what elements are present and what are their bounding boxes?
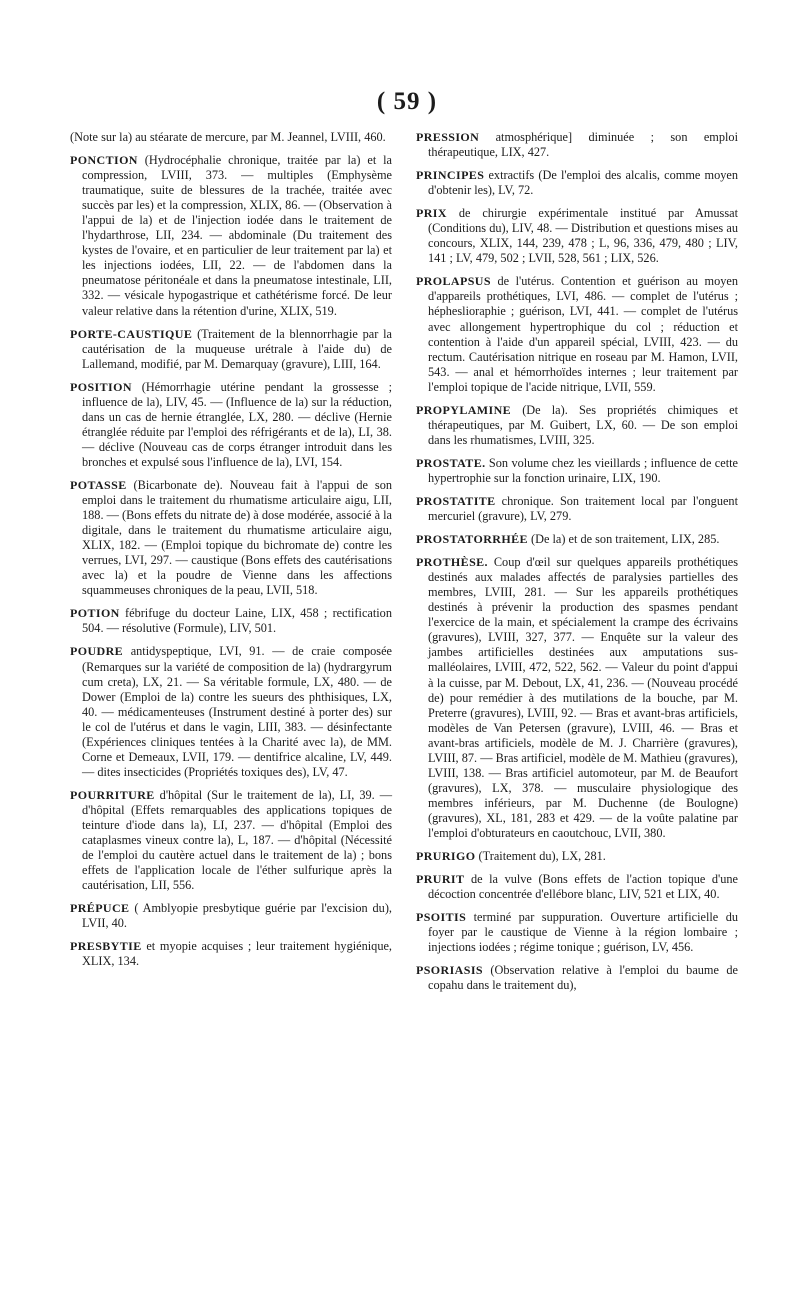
entry-text: de la vulve (Bons effets de l'action topique d'une décoction concentrée d'ellébore blanc, LIV, 521 et LIX, 40.: [428, 872, 738, 902]
entry-text: extractifs (De l'emploi des alcalis, comme moyen d'obtenir les), LV, 72.: [428, 168, 739, 198]
index-entry: [70, 644, 392, 779]
index-entry: [70, 380, 392, 470]
entry-headword: PONCTION: [70, 153, 138, 168]
entry-headword: PROSTATITE: [416, 493, 496, 508]
index-columns: [70, 130, 738, 1001]
entry-headword: PORTE-CAUSTIQUE: [70, 326, 193, 341]
entry-text: (Traitement du), LX, 281.: [478, 849, 606, 864]
entry-text: (De la). Ses propriétés chimiques et thérapeutiques, par M. Guibert, LX, 60. — De son emploi dans les rhumatismes, LVIII, 325.: [428, 402, 738, 447]
entry-headword: PRURIGO: [416, 849, 476, 864]
entry-headword: PRINCIPES: [416, 168, 485, 183]
entry-headword: PRÉPUCE: [70, 901, 130, 916]
entry-text: ( Amblyopie presbytique guérie par l'excision du), LVII, 40.: [82, 901, 392, 931]
entry-text: (De la) et de son traitement, LIX, 285.: [530, 532, 720, 547]
index-entry: [70, 327, 392, 372]
entry-headword: PRURIT: [416, 872, 465, 887]
index-entry: [70, 478, 392, 598]
index-entry: [416, 130, 738, 160]
entry-headword: PROTHÈSE.: [416, 555, 488, 570]
index-entry: [416, 456, 738, 486]
entry-text: de chirurgie expérimentale institué par Amussat (Conditions du), LIV, 48. — Distribution et questions mises au concours, XLIX, 144, 239, 478 ; L, 96, 336, 479, 480 ; LIV, 141 ; LV, 479, 502 ; LVII, 528, 561 ; LIX, 526.: [428, 206, 738, 266]
entry-text: de l'utérus. Contention et guérison au moyen d'appareils prothétiques, LVI, 486. — complet de l'utérus ; hépheslioraphie ; guérison, LVI, 441. — complet de l'utérus avec allongement hypertrophique du col ; réduction et contention à l'aide d'un appareil spécial, LVIII, 423. — du rectum. Cautérisation nitrique en roseau par M. Hamon, LVII, 543. — anal et hémorrhoïdes internes ; leur traitement par l'emploi topique de l'acide nitrique, LVII, 559.: [428, 274, 739, 394]
entry-text: Coup d'œil sur quelques appareils prothétiques destinés aux malades affectés de paralysies partielles des membres, LVIII, 281. — Sur les appareils prothétiques destinés à prévenir la production des spasmes pendant l'exercice de la main, et spécialement la crampe des écrivains (gravures), LVIII, 327, 377. — Enquête sur la valeur des jambes artificielles destinées aux amputations sus-malléolaires, LVIII, 472, 522, 562. — Valeur du point d'appui à la cuisse, par M. Debout, LX, 41, 236. — (Nouveau procédé de) pour remédier à des mutilations de la bouche, par M. Preterre (gravures), LVIII, 92. — Bras et avant-bras artificiels, modèles de Van Petersen (gravure), LVIII, 46. — Bras et avant-bras artificiels, modèle de M. J. Charrière (gravures), LVIII, 87. — Bras artificiel, modèle de M. Mathieu (gravures), LVIII, 138. — Bras artificiel automoteur, par M. de Beaufort (gravures), LX, 378. — musculaire physiologique des membres inférieurs, par M. Duchenne (de Boulogne) (gravures), XL, 181, 283 et 429. — de la voûte palatine par l'emploi d'obturateurs en caoutchouc, LVII, 380.: [428, 555, 738, 840]
entry-text: Son volume chez les vieillards ; influence de cette hypertrophie sur la fonction urinaire, LIX, 190.: [428, 455, 738, 485]
entry-headword: PROSTATE.: [416, 455, 486, 470]
entry-headword: POUDRE: [70, 644, 124, 659]
index-entry: [70, 153, 392, 319]
index-entry: [416, 910, 738, 955]
index-entry: [416, 532, 738, 547]
entry-headword: PSORIASIS: [416, 963, 483, 978]
entry-text: fébrifuge du docteur Laine, LIX, 458 ; rectification 504. — résolutive (Formule), LIV, 501.: [82, 606, 392, 636]
index-entry: [416, 206, 738, 266]
entry-headword: POTION: [70, 606, 120, 621]
index-entry: [416, 555, 738, 841]
entry-text: et myopie acquises ; leur traitement hygiénique, XLIX, 134.: [82, 939, 392, 969]
index-entry: [70, 788, 392, 893]
entry-headword: POTASSE: [70, 477, 127, 492]
index-entry: [416, 849, 738, 864]
entry-text: antidyspeptique, LVI, 91. — de craie composée (Remarques sur la variété de composition de la) (hydrargyrum cum creta), LX, 21. — Sa véritable formule, LX, 480. — de Dower (Emploi de la) contre les sueurs des phthisiques, LX, 40. — médicamenteuses (Instrument destiné à porter des) sur le col de l'utérus et dans le vagin, LIII, 383. — désinfectante (Expériences cliniques tentées à la Charité avec la), de MM. Corne et Demeaux, LVII, 179. — dentifrice alcaline, LV, 449. — dites insecticides (Propriétés toxiques des), LV, 47.: [82, 644, 392, 779]
entry-text: d'hôpital (Sur le traitement de la), LI, 39. — d'hôpital (Effets remarquables des applications topiques de teinture d'iode dans la), LI, 237. — d'hôpital (Emploi des cataplasmes vineux contre la), L, 187. — d'hôpital (Nécessité de l'emploi du cautère actuel dans le traitement de la) ; bons effets de l'application locale de l'éther sulfurique après la cautérisation, LII, 556.: [82, 787, 393, 893]
entry-headword: PROSTATORRHÉE: [416, 532, 528, 547]
entry-text: (Traitement de la blennorrhagie par la cautérisation de la muqueuse urétrale à l'aide du) de Lallemand, modifié, par M. Demarquay (gravure), LIII, 164.: [82, 326, 392, 371]
entry-headword: PRIX: [416, 206, 447, 221]
entry-text: (Hydrocéphalie chronique, traitée par la) et la compression, LVIII, 373. — multiples (Emphysème traumatique, suite de blessures de la trachée, traitée avec succès par les) et la compression, XLIX, 86. — (Observation à l'appui de la) et de l'injection iodée dans le traitement de l'hydarthrose, LII, 234. — abdominale (Du traitement des kystes de l'ovaire, et en particulier de leur traitement par la) et les injections iodées, LII, 22. — de l'abdomen dans la pneumatose péritonéale et dans la pneumatose intestinale, LII, 332. — vésicale hypogastrique et cathétérisme forcé. De leur valeur relative dans la rétention d'urine, XLIX, 519.: [82, 153, 393, 318]
index-entry: [70, 939, 392, 969]
entry-headword: POSITION: [70, 379, 132, 394]
entry-text: (Bicarbonate de). Nouveau fait à l'appui de son emploi dans le traitement du rhumatisme articulaire aigu, LII, 188. — (Bons effets du nitrate de) à dose modérée, associé à la digitale, dans le traitement du rhumatisme articulaire aigu, XLIX, 182. — (Emploi topique du bichromate de) contre les verrues, LVI, 297. — caustique (Bons effets des cautérisations avec la) et la poudre de Vienne dans les affections squammeuses chroniques de la peau, LVII, 518.: [82, 477, 392, 598]
entry-headword: PRESBYTIE: [70, 939, 142, 954]
index-entry: [416, 168, 738, 198]
right-column: [416, 130, 738, 1001]
entry-text: (Note sur la) au stéarate de mercure, par M. Jeannel, LVIII, 460.: [70, 130, 386, 144]
entry-headword: PROPYLAMINE: [416, 402, 512, 417]
index-entry: [70, 901, 392, 931]
entry-headword: PSOITIS: [416, 910, 467, 925]
entry-text: chronique. Son traitement local par l'onguent mercuriel (gravure), LV, 279.: [428, 493, 738, 524]
entry-headword: POURRITURE: [70, 787, 155, 802]
entry-headword: PRESSION: [416, 130, 480, 144]
index-entry: [416, 274, 738, 394]
entry-headword: PROLAPSUS: [416, 274, 491, 289]
left-column: [70, 130, 392, 1001]
index-entry: [416, 403, 738, 448]
index-entry: [416, 872, 738, 902]
entry-text: (Hémorrhagie utérine pendant la grossesse ; influence de la), LIV, 45. — (Influence de la) sur la réduction, dans un cas de hernie étranglée, LX, 280. — déclive (Hernie étranglée réduite par l'emploi des réfrigérants et de la), LI, 38. — déclive (Nouveau cas de corps étranger introduit dans les bronches et expulsé sous l'influence de la), LVI, 154.: [82, 379, 392, 469]
index-entry: [416, 963, 738, 993]
index-entry: [416, 494, 738, 524]
index-entry: [70, 130, 392, 145]
index-entry: [70, 606, 392, 636]
entry-text: atmosphérique] diminuée ; son emploi thérapeutique, LIX, 427.: [428, 130, 738, 160]
entry-text: (Observation relative à l'emploi du baume de copahu dans le traitement du),: [428, 963, 738, 993]
entry-text: terminé par suppuration. Ouverture artificielle du foyer par le caustique de Vienne à la région lombaire ; injections iodées ; régime tonique ; guérison, LV, 456.: [428, 910, 738, 955]
page-number: ( 59 ): [376, 88, 438, 115]
